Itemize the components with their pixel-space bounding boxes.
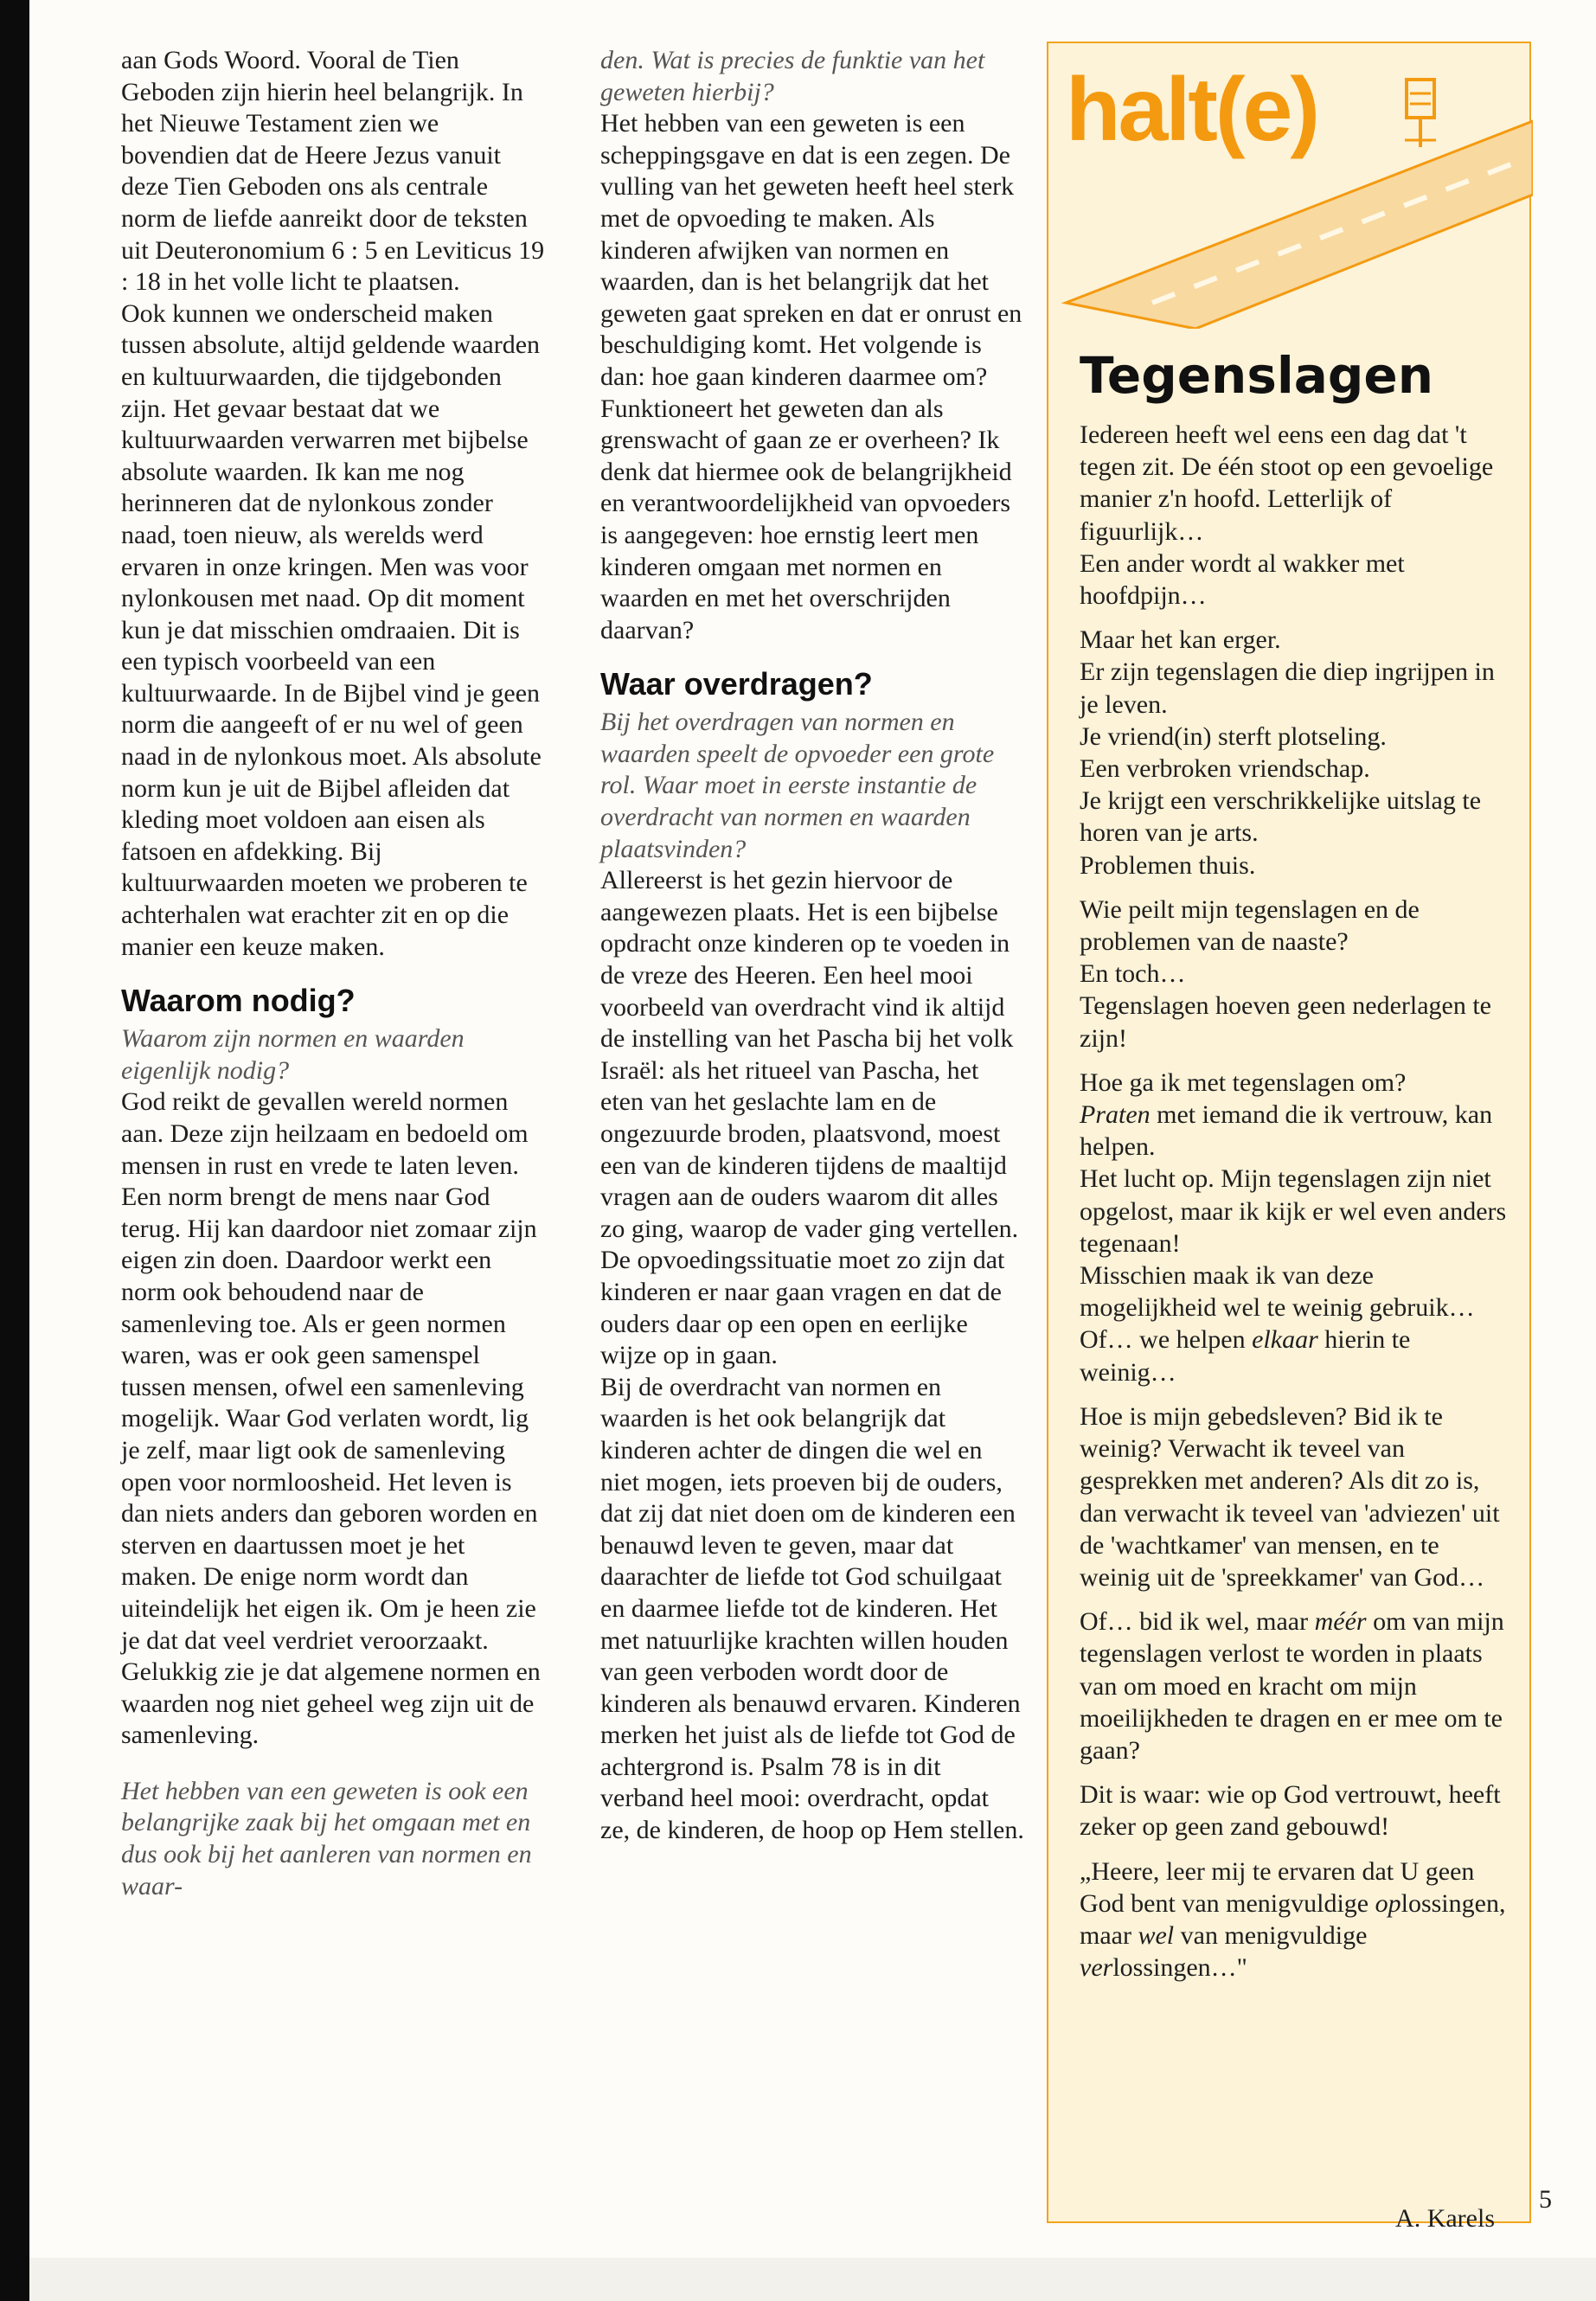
bottom-margin — [29, 2258, 1596, 2301]
line: Maar het kan erger. — [1080, 625, 1281, 655]
paragraph: Bij de overdracht van normen en waarden is het ook belangrijk dat kinderen achter de dingen die wel en niet mogen, iets proeven bij de ouders, dat zij dat niet doen om de kinderen een benauwd leven te geven, maar dat daarachter de liefde tot God schuilgaat en daarmee liefde tot de kinderen. Het met natuurlijke krachten willen houden van geen verboden wordt door de kinderen als benauwd ervaren. Kinderen merken het juist als de liefde tot God de achtergrond is. Psalm 78 is in dit verband heel mooi: overdracht, opdat ze, de kinderen, de hoop op Hem stellen. — [600, 1372, 1024, 1845]
column-2 — [600, 45, 1024, 1847]
text: Of… we helpen — [1080, 1325, 1253, 1355]
text: Of… bid ik wel, maar — [1080, 1607, 1315, 1637]
line — [1080, 1099, 1512, 1163]
paragraph: Allereerst is het gezin hiervoor de aangewezen plaats. Het is een bijbelse opdracht onze kinderen op te voeden in de vreze des Heeren. Een heel mooi voorbeeld van overdracht vind ik altijd de instelling van het Pascha bij het volk Israël: als het ritueel van Pascha, het eten van het geslachte lam en de ongezuurde broden, plaatsvond, moest een van de kinderen tijdens de maaltijd vragen aan de ouders waarom dit alles zo ging, waarop de vader ging vertellen. De opvoedingssituatie moet zo zijn dat kinderen er naar gaan vragen en dat de ouders daar op een open en eerlijke wijze op in gaan. — [600, 866, 1019, 1370]
halte-logo — [1048, 43, 1533, 329]
line: Het lucht op. Mijn tegenslagen zijn niet opgelost, maar ik kijk er wel even anders tegenaan! — [1080, 1164, 1507, 1258]
stanza-6 — [1080, 1606, 1512, 1766]
paragraph: Het hebben van een geweten is een scheppingsgave en dat is een zegen. De vulling van het geweten heeft heel sterk met de opvoeding te maken. Als kinderen afwijken van normen en waarden, dan is het belangrijk dat het geweten gaat spreken en dat er onrust en beschuldiging komt. Het volgende is dan: hoe gaan kinderen daarmee om? Funktioneert het geweten dan als grenswacht of gaan ze er overheen? Ik denk dat hiermee ook de belangrijkheid en verantwoordelijkheid van opvoeders is aangegeven: hoe ernstig leert men kinderen omgaan met normen en waarden en met het overschrijden daarvan? — [600, 109, 1022, 644]
stanza-7: Dit is waar: wie op God vertrouwt, heeft zeker op geen zand gebouwd! — [1080, 1780, 1501, 1842]
line: Een verbroken vriendschap. — [1080, 754, 1370, 784]
sidebar-body — [1080, 419, 1512, 1996]
stanza-1 — [1080, 419, 1512, 612]
binding-edge — [0, 0, 29, 2301]
stanza-4 — [1080, 1067, 1512, 1388]
continued-intro: den. Wat is precies de funktie van het geweten hierbij? — [600, 46, 985, 106]
line: Tegenslagen hoeven geen nederlagen te zijn! — [1080, 991, 1492, 1053]
text: „Heere, leer mij te ervaren dat U geen God bent van menigvuldige — [1080, 1856, 1475, 1918]
line: Een ander wordt al wakker met hoofdpijn… — [1080, 548, 1405, 611]
text: van menigvuldige — [1174, 1920, 1368, 1950]
section-intro: Bij het overdragen van normen en waarden speelt de opvoeder een grote rol. Waar moet in eerste instantie de overdracht van normen en waarden plaatsvinden? — [600, 708, 995, 863]
emphasis: méér — [1314, 1607, 1367, 1637]
paragraph: Ook kunnen we onderscheid maken tussen absolute, altijd geldende waarden en kultuurwaarden, die tijdgebonden zijn. Het gevaar bestaat dat we kultuurwaarden verwarren met bijbelse absolute waarden. Ik kan me nog herinneren dat de nylonkous zonder naad, toen nieuw, als werelds werd ervaren in onze kringen. Men was voor nylonkousen met naad. Op dit moment kun je dat misschien omdraaien. Dit is een typisch voorbeeld van een kultuurwaarde. In de Bijbel vind je geen norm die aangeeft of er nu wel of geen naad in de nylonkous moet. Als absolute norm kun je uit de Bijbel afleiden dat kleding moet voldoen aan eisen als fatsoen en afdekking. Bij kultuurwaarden moeten we proberen te achterhalen wat erachter zit en op die manier een keuze maken. — [121, 298, 542, 961]
line — [1080, 1324, 1512, 1388]
line: Er zijn tegenslagen die diep ingrijpen in je leven. — [1080, 657, 1495, 719]
author: A. Karels — [1395, 2204, 1495, 2233]
stanza-3 — [1080, 894, 1512, 1054]
prayer — [1080, 1856, 1512, 1984]
emphasis: wel — [1138, 1920, 1175, 1950]
text: hierin te weinig… — [1080, 1325, 1411, 1387]
logo-text: halt(e) — [1066, 60, 1317, 160]
emphasis: Praten — [1080, 1100, 1151, 1130]
section-intro: Waarom zijn normen en waarden eigenlijk nodig? — [121, 1024, 465, 1085]
line: Hoe ga ik met tegenslagen om? — [1080, 1067, 1407, 1097]
paragraph: God reikt de gevallen wereld normen aan. Deze zijn heilzaam en bedoeld om mensen in rust en vrede te laten leven. Een norm brengt de mens naar God terug. Hij kan daardoor niet zomaar zijn eigen zin doen. Daardoor werkt een norm ook behoudend naar de samenleving toe. Als er geen normen waren, was er ook geen samenspel tussen mensen, ofwel een samenleving mogelijk. Waar God verlaten wordt, lig je zelf, maar ligt ook de samenleving open voor normloosheid. Het leven is dan niets anders dan geboren worden en sterven en daartussen moet je het maken. De enige norm wordt dan uiteindelijk het eigen ik. Om je heen zie je dat dat veel verdriet veroorzaakt. Gelukkig zie je dat algemene normen en waarden nog niet geheel weg zijn uit de samenleving. — [121, 1087, 541, 1750]
line: Problemen thuis. — [1080, 850, 1256, 880]
emphasis: ver — [1080, 1953, 1113, 1983]
sidebar-title: Tegenslagen — [1080, 346, 1434, 405]
stanza-2 — [1080, 624, 1512, 881]
emphasis: op — [1375, 1888, 1401, 1918]
line: Je krijgt een verschrikkelijke uitslag te horen van je arts. — [1080, 786, 1482, 848]
text: lossingen…" — [1112, 1953, 1247, 1983]
sidebar-box — [1047, 42, 1531, 2233]
line: Je vriend(in) sterft plotseling. — [1080, 721, 1387, 751]
section-heading-waar-overdragen: Waar overdragen? — [600, 666, 873, 702]
line: Misschien maak ik van deze mogelijkheid wel te weinig gebruik… — [1080, 1261, 1475, 1323]
text: om van mijn tegenslagen verlost te worden in plaats van om moed en kracht om mijn moeilijkheden te dragen en er mee om te gaan? — [1080, 1607, 1504, 1765]
paragraph: aan Gods Woord. Vooral de Tien Geboden zijn hierin heel belangrijk. In het Nieuwe Testament zien we bovendien dat de Heere Jezus vanuit deze Tien Geboden ons als centrale norm de liefde aanreikt door de teksten uit Deuteronomium 6 : 5 en Leviticus 19 : 18 in het volle licht te plaatsen. — [121, 46, 545, 297]
section-heading-waarom-nodig: Waarom nodig? — [121, 983, 356, 1019]
column-1 — [121, 45, 545, 1902]
line: En toch… — [1080, 959, 1186, 989]
closing-intro: Het hebben van een geweten is ook een belangrijke zaak bij het omgaan met en dus ook bij het aanleren van normen en waar- — [121, 1776, 532, 1900]
text: lossingen, maar — [1080, 1888, 1506, 1950]
line: Wie peilt mijn tegenslagen en de problemen van de naaste? — [1080, 894, 1420, 957]
page-number: 5 — [1539, 2185, 1552, 2214]
line: Iedereen heeft wel eens een dag dat 't tegen zit. De één stoot op een gevoelige manier z'n hoofd. Letterlijk of figuurlijk… — [1080, 420, 1494, 546]
stanza-5: Hoe is mijn gebedsleven? Bid ik te weinig? Verwacht ik teveel van gesprekken met anderen? Als dit zo is, dan verwacht ik teveel van 'adviezen' uit de 'wachtkamer' van mensen, en te weinig uit de 'spreekkamer' van God… — [1080, 1401, 1500, 1592]
text: met iemand die ik vertrouw, kan helpen. — [1080, 1100, 1493, 1162]
emphasis: elkaar — [1252, 1325, 1318, 1355]
